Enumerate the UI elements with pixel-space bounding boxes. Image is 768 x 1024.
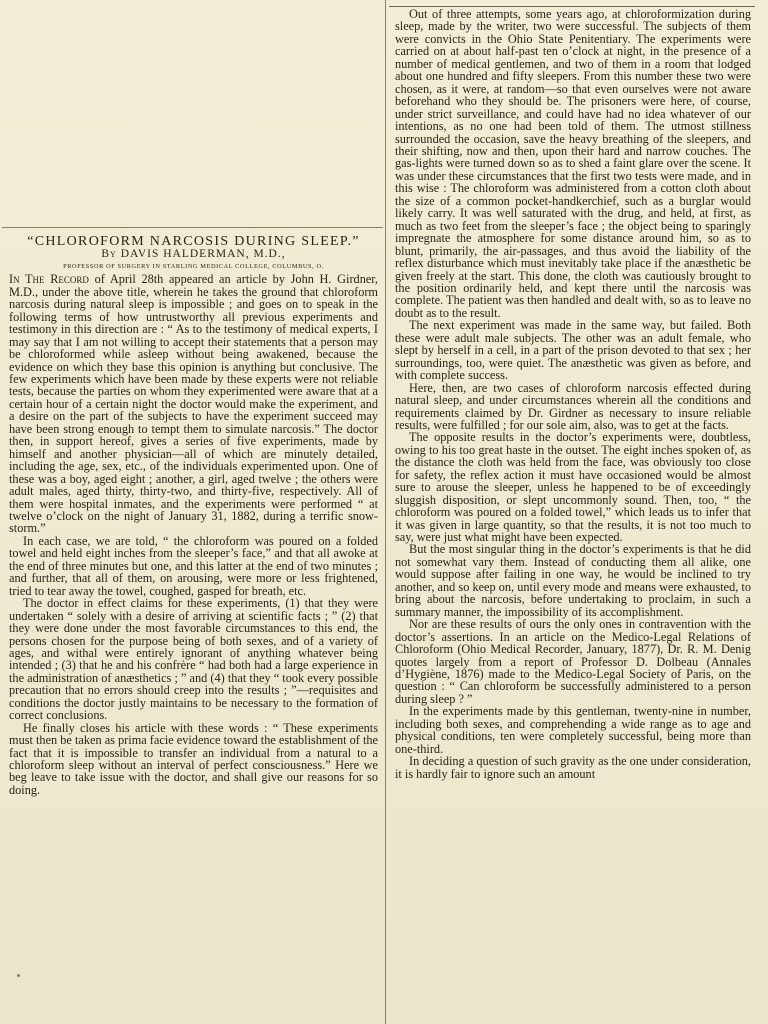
- page-speck: [17, 974, 20, 977]
- byline-prefix: By: [101, 248, 117, 261]
- paragraph: The doctor in effect claims for these experiments, (1) that they were undertaken “ solely with a desire of arriving at scientific facts ; ” (2) that they were done under the most favorable circumstances to this end, the persons chosen for the purpose being of both sexes, and of a variety of ages, and withal were entirely ignorant of anything whatever being intended ; (3) that he and his confrère “ had both had a large experience in the administration of anæsthetics ; ” and (4) that they “ took every possible precaution that no errors should creep into the results ; ”—requisites and conditions the doctor justly maintains to be necessary to the formation of correct conclusions.: [9, 596, 378, 723]
- paragraph: In the experiments made by this gentleman, twenty-nine in number, including both sexes, and comprehending a wide range as to age and physical conditions, ten were completely successful, being more than one-third.: [395, 704, 751, 756]
- paragraph: Nor are these results of ours the only ones in contravention with the doctor’s assertions. In an article on the Medico-Legal Relations of Chloroform (Ohio Medical Recorder, January, 1877), Dr. R. M. Denig quotes largely from a report of Professor D. Dolbeau (Annales d’Hygiène, 1876) made to the Medico-Legal Society of Paris, on the question : “ Can chloroform be successfully administered to a person during sleep ? ”: [395, 617, 751, 706]
- paragraph: Here, then, are two cases of chloroform narcosis effected during natural sleep, and under circumstances wherein all the conditions and requirements claimed by Dr. Girdner as necessary to insure reliable results, were fulfilled ; for our sole aim, also, was to get at the facts.: [395, 380, 751, 432]
- author-affiliation: PROFESSOR OF SURGERY IN STARLING MEDICAL COLLEGE, COLUMBUS, O.: [63, 262, 324, 270]
- author-name: DAVIS HALDERMAN, M.D.,: [116, 248, 286, 261]
- section-rule: [2, 227, 383, 228]
- paragraph: In deciding a question of such gravity as the one under consideration, it is hardly fair to ignore such an amount: [395, 754, 751, 781]
- left-column: [9, 236, 378, 796]
- paragraph: He finally closes his article with these words : “ These experiments must then be taken as prima facie evidence toward the establishment of the fact that it is impossible to transfer an individual from a natural to a chloroform sleep without an interval of perfect consciousness.” Here we beg leave to take issue with the doctor, and shall give our reasons for so doing.: [9, 720, 378, 797]
- right-column: [395, 8, 751, 780]
- paragraph: [9, 273, 378, 535]
- paragraph-text: of April 28th appeared an article by John H. Girdner, M.D., under the above title, wherein he takes the ground that chloroform narcosis during natural sleep is impossible ; and goes on to speak in the following terms of how untrustworthy all previous experiments and testimony in this direction are : “ As to the testimony of medical experts, I may say that I am not willing to accept their statements that a person may be chloroformed while asleep without being awakened, because the evidence on which they base this opinion is anything but conclusive. The few experiments which have been made by these experts were not reliable tests, because the parties on whom they experimented were aware that at a certain hour of a certain night the doctor would make the experiment, and a desire on the part of the subjects to have the experiment succeed may have been strong enough to tempt them to simulate narcosis.” The doctor then, in support hereof, gives a series of five experiments, made by himself and another physician—all of which are minutely detailed, including the age, sex, etc., of the individuals experimented upon. One of these was a boy, aged eight ; another, a girl, aged twelve ; the others were adult males, aged thirty, thirty-two, and thirty-five, respectively. All of them were hospital inmates, and the experiments were performed “ at twelve o’clock on the night of January 31, 1882, during a terrific snow-storm.”: [9, 272, 378, 536]
- article-title: “CHLOROFORM NARCOSIS DURING SLEEP.”: [27, 234, 360, 249]
- paragraph: Out of three attempts, some years ago, at chloroformization during sleep, made by the writer, two were successful. The subjects of them were convicts in the Ohio State Penitentiary. The experiments were carried on at about half-past ten o’clock at night, in the presence of a number of medical gentlemen, and two of them in a room that lodged about one hundred and fifty sleepers. From this number these two were chosen, as it were, at random—so that even ourselves were not aware beforehand who they should be. The prisoners were here, of course, under strict surveillance, and could have had no idea whatever of our intentions, as no one had been told of them. The utmost stillness surrounded the occasion, save the heavy breathing of the sleepers, and their shifting, now and then, upon their hard and narrow couches. The gas-lights were turned down so as to shed a faint glare over the scene. It was under these circumstances that the first two tests were made, and in this wise : The chloroform was administered from a cotton cloth about the size of a common pocket-handkerchief, such as a burglar would likely carry. It was well saturated with the drug, and held, at first, as much as two feet from the sleeper’s face ; the object being to sparingly impregnate the atmosphere for some distance around him, so as to blunt, primarily, the air-passages, and thus avoid the liability of the reflex disturbance which must inevitably take place if the anæsthetic be given freely at the start. This done, the cloth was cautiously brought to the position ordinarily held, and kept there until the narcosis was complete. The patient was then handled and dealt with, so as to leave no doubt as to the result.: [395, 7, 751, 320]
- paragraph: But the most singular thing in the doctor’s experiments is that he did not somewhat vary them. Instead of conducting them all alike, one would suppose after failing in one way, he would be inclined to try another, and so keep on, until every mode and means were exhausted, to bring about the narcosis, before undertaking to proclaim, in such a summary manner, the impossibility of its accomplishment.: [395, 542, 751, 619]
- article-byline: [9, 248, 378, 260]
- opening-caps: In The Record: [9, 272, 89, 287]
- column-rule: [385, 0, 386, 1024]
- paragraph: In each case, we are told, “ the chloroform was poured on a folded towel and held eight inches from the sleeper’s face,” and that all awoke at the end of three minutes but one, and this latter at the end of two minutes ; and further, that all of them, on arousing, were more or less frightened, tried to tear away the towel, coughed, gasped for breath, etc.: [9, 533, 378, 598]
- paragraph: The next experiment was made in the same way, but failed. Both these were adult male subjects. The other was an adult female, who slept by herself in a cell, in a part of the prison devoted to that sex ; her surroundings, too, were quiet. The anæsthetic was given as before, and with complete success.: [395, 318, 751, 383]
- paragraph: The opposite results in the doctor’s experiments were, doubtless, owing to his too great haste in the outset. The eight inches spoken of, as the distance the cloth was held from the face, was obviously too close for safety, the reflex action it must have occasioned would be almost sure to arouse the sleeper, unless he happened to be of exceedingly sluggish disposition, or slept uncommonly sound. Then, too, “ the chloroform was poured on a folded towel,” which leads us to infer that it was given in large quantity, so that the results, it is not too much to say, were just what might have been expected.: [395, 430, 751, 545]
